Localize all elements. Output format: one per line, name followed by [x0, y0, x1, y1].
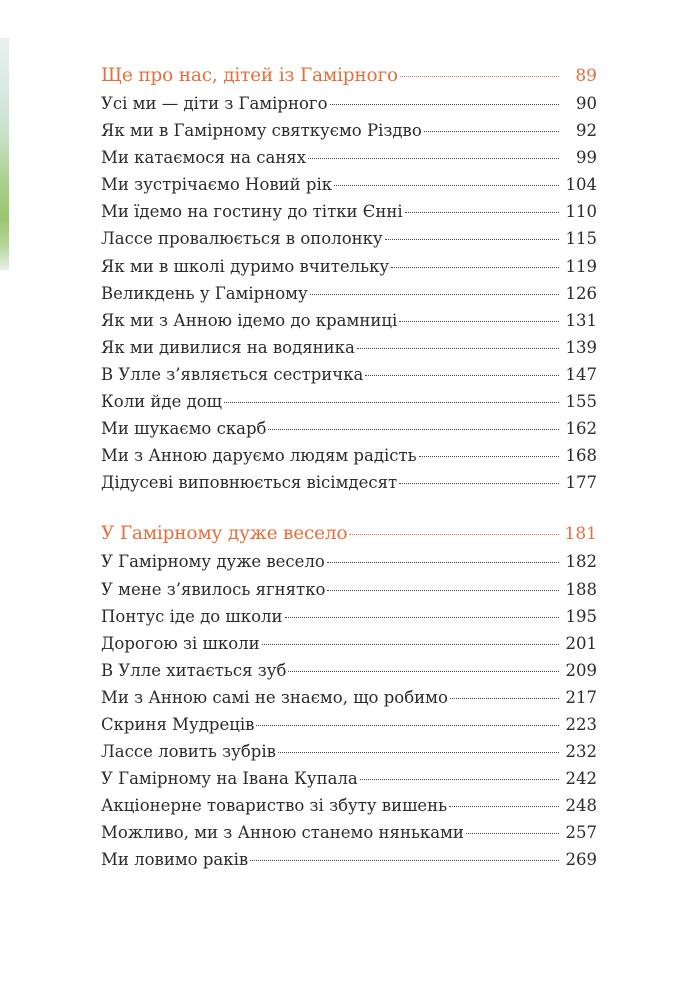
toc-entry-page: 195	[565, 606, 597, 626]
toc-entry-title: Дідусеві виповнюється вісімдесят	[101, 473, 398, 493]
dot-leader	[256, 725, 559, 726]
toc-entry-page: 110	[565, 202, 597, 222]
toc-entry[interactable]	[101, 311, 597, 338]
toc-entry-title: Як ми з Анною ідемо до крамниці	[101, 310, 398, 330]
toc-entry-title: В Улле хитається зуб	[101, 660, 287, 680]
section-heading-page: 181	[564, 524, 597, 545]
dot-leader	[268, 429, 559, 430]
dot-leader	[400, 76, 559, 77]
dot-leader	[466, 833, 559, 834]
toc-entry-title: Понтус іде до школи	[101, 606, 283, 626]
toc-entry-page: 115	[565, 229, 597, 249]
toc-entry-title: Усі ми — діти з Гамірного	[101, 94, 328, 113]
toc-entry[interactable]	[101, 688, 597, 715]
dot-leader	[327, 562, 559, 563]
edge-illustration	[0, 38, 9, 270]
section-heading[interactable]	[101, 65, 597, 94]
toc-entry-page: 104	[565, 175, 597, 195]
toc-entry[interactable]	[101, 284, 597, 311]
toc-entry[interactable]	[101, 607, 597, 634]
toc-entry-title: Ми з Анною самі не знаємо, що робимо	[101, 687, 448, 707]
toc-entry-title: Великдень у Гамірному	[101, 283, 308, 303]
toc-entry-title: Лассе провалюється в ополонку	[101, 229, 383, 249]
toc-entry[interactable]	[101, 257, 597, 284]
toc-entry[interactable]	[101, 580, 597, 607]
toc-entry[interactable]	[101, 148, 597, 175]
dot-leader	[450, 698, 559, 699]
dot-leader	[308, 158, 559, 159]
dot-leader	[288, 671, 559, 672]
toc-entry[interactable]	[101, 661, 597, 688]
toc-entry-page: 168	[565, 446, 597, 466]
toc-entry-title: Ми їдемо на гостину до тітки Єнні	[101, 202, 403, 222]
toc-entry-page: 131	[565, 310, 597, 330]
toc-entry[interactable]	[101, 742, 597, 769]
dot-leader	[391, 267, 559, 268]
toc-entry[interactable]	[101, 850, 597, 877]
dot-leader	[357, 348, 559, 349]
toc-entry-page: 126	[565, 283, 597, 303]
toc-entry-page: 188	[565, 579, 597, 599]
dot-leader	[262, 644, 559, 645]
toc-entry[interactable]	[101, 446, 597, 473]
toc-entry-page: 99	[576, 148, 597, 168]
toc-entry-page: 92	[576, 121, 597, 141]
dot-leader	[419, 456, 559, 457]
dot-leader	[449, 806, 559, 807]
dot-leader	[330, 104, 559, 105]
dot-leader	[399, 483, 559, 484]
dot-leader	[399, 321, 559, 322]
dot-leader	[360, 779, 559, 780]
toc-section-2	[101, 523, 597, 877]
toc-entry-title: Як ми в Гамірному святкуємо Різдво	[101, 121, 422, 141]
toc-entry-title: В Улле з’являється сестричка	[101, 364, 364, 384]
toc-entry-page: 209	[565, 660, 597, 680]
toc-entry-title: Акціонерне товариство зі збуту вишень	[101, 796, 448, 816]
toc-entry[interactable]	[101, 121, 597, 148]
toc-entry-page: 257	[565, 823, 597, 843]
toc-entry[interactable]	[101, 796, 597, 823]
toc-entry-page: 223	[565, 714, 597, 734]
toc-entry-title: У Гамірному дуже весело	[101, 552, 325, 572]
toc-entry-page: 248	[565, 796, 597, 816]
section-heading-page: 89	[575, 66, 597, 86]
toc-entry-page: 242	[565, 769, 597, 789]
dot-leader	[278, 752, 559, 753]
toc-entry-title: Ми шукаємо скарб	[101, 419, 267, 439]
toc-entry-page: 217	[565, 687, 597, 707]
toc-entry[interactable]	[101, 473, 597, 500]
toc-entry[interactable]	[101, 552, 597, 579]
toc-entry-page: 119	[565, 256, 597, 276]
toc-entry-title: У Гамірному на Івана Купала	[101, 769, 358, 789]
toc-entry-page: 155	[565, 392, 597, 412]
toc-entry[interactable]	[101, 175, 597, 202]
dot-leader	[349, 534, 559, 535]
toc-entry-title: Ми ловимо раків	[101, 850, 249, 870]
dot-leader	[334, 185, 559, 186]
toc-entry-title: Скриня Мудреців	[101, 714, 255, 734]
dot-leader	[385, 239, 559, 240]
toc-entry-page: 177	[565, 473, 597, 493]
toc-entry[interactable]	[101, 769, 597, 796]
dot-leader	[405, 212, 559, 213]
section-heading-title: Ще про нас, дітей із Гамірного	[101, 65, 398, 86]
toc-entry-title: Коли йде дощ	[101, 392, 223, 412]
toc-entry-page: 147	[565, 364, 597, 384]
toc-entry-title: Ми зустрічаємо Новий рік	[101, 175, 333, 195]
dot-leader	[365, 375, 559, 376]
toc-entry-title: Лассе ловить зубрів	[101, 742, 276, 762]
toc-entry[interactable]	[101, 419, 597, 446]
toc-entry-page: 269	[565, 850, 597, 870]
table-of-contents	[101, 65, 597, 878]
toc-entry-title: У мене з’явилось ягнятко	[101, 579, 326, 599]
toc-entry-title: Дорогою зі школи	[101, 633, 260, 653]
toc-entry[interactable]	[101, 823, 597, 850]
toc-entry[interactable]	[101, 202, 597, 229]
toc-entry-page: 162	[565, 419, 597, 439]
toc-entry-page: 139	[565, 337, 597, 357]
dot-leader	[310, 294, 559, 295]
toc-entry[interactable]	[101, 392, 597, 419]
toc-entry-title: Ми катаємося на санях	[101, 148, 307, 168]
toc-entry-title: Як ми в школі дуримо вчительку	[101, 256, 390, 276]
toc-entry-page: 201	[565, 633, 597, 653]
toc-entry-title: Можливо, ми з Анною станемо няньками	[101, 823, 464, 843]
toc-entry[interactable]	[101, 365, 597, 392]
toc-entry[interactable]	[101, 94, 597, 121]
toc-entry-title: Як ми дивилися на водяника	[101, 337, 355, 357]
section-heading[interactable]	[101, 523, 597, 552]
dot-leader	[285, 617, 560, 618]
dot-leader	[327, 590, 559, 591]
dot-leader	[424, 131, 559, 132]
toc-entry[interactable]	[101, 634, 597, 661]
dot-leader	[250, 860, 559, 861]
toc-entry-page: 232	[565, 742, 597, 762]
toc-entry-page: 90	[576, 94, 597, 113]
toc-entry-title: Ми з Анною даруємо людям радість	[101, 446, 417, 466]
dot-leader	[224, 402, 559, 403]
section-heading-title: У Гамірному дуже весело	[101, 523, 348, 545]
toc-entry[interactable]	[101, 229, 597, 256]
toc-entry[interactable]	[101, 715, 597, 742]
toc-entry[interactable]	[101, 338, 597, 365]
toc-section-1	[101, 65, 597, 500]
toc-entry-page: 182	[565, 552, 597, 572]
